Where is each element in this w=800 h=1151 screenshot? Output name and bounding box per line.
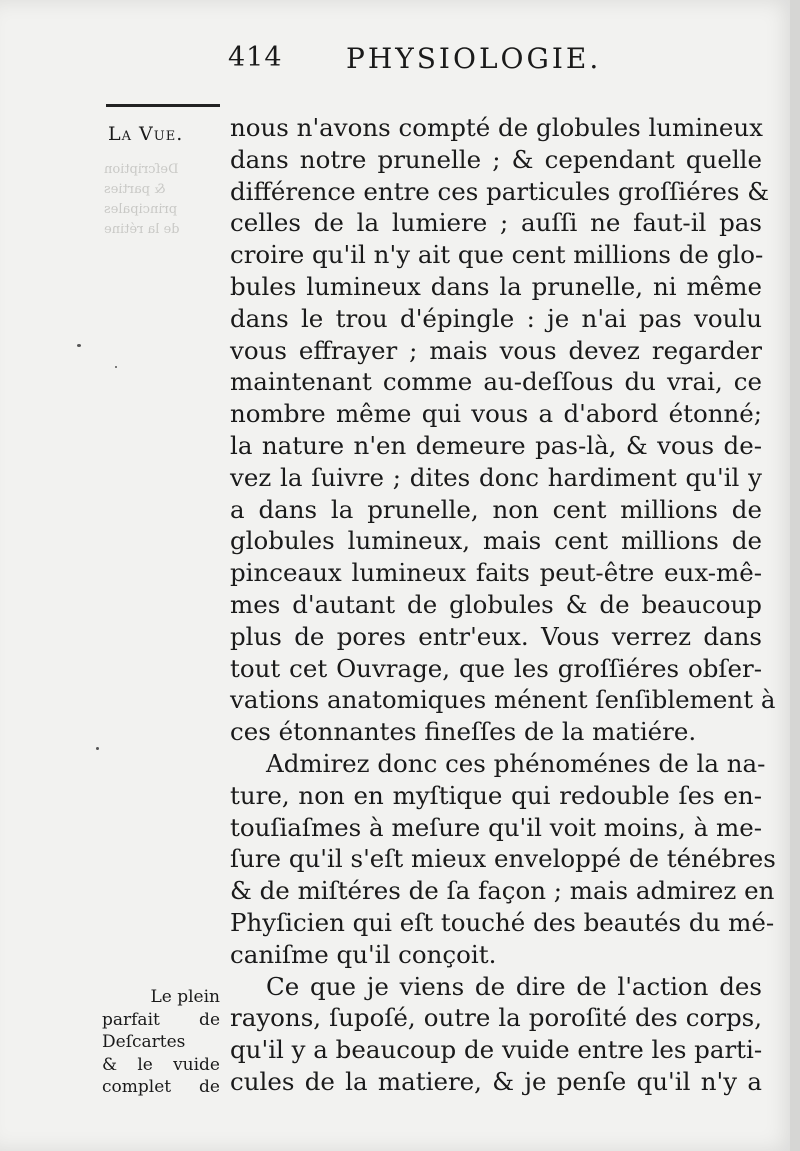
text-line: mes d'autant de globules & de beaucoup xyxy=(230,589,762,619)
text-line: nombre même qui vous a d'abord étonné; xyxy=(230,399,762,429)
bleed-through-texture: Deſcription & parties principales de la rétine xyxy=(104,162,180,237)
paragraph-start-line: Admirez donc ces phénoménes de la na- xyxy=(266,748,766,778)
text-line: la nature n'en demeure pas-là, & vous de- xyxy=(230,430,762,460)
margin-rule xyxy=(106,104,220,107)
text-line: cules de la matiere, & je penſe qu'il n'y a xyxy=(230,1066,762,1096)
paragraph-end-line: caniſme qu'il conçoit. xyxy=(230,939,497,969)
ink-speck xyxy=(115,366,117,368)
text-line: celles de la lumiere ; auſſi ne faut-il pas xyxy=(230,208,762,238)
sidenote-line: & le vuide xyxy=(102,1054,220,1075)
running-head: PHYSIOLOGIE. xyxy=(346,42,602,75)
sidenote-line: Deſcartes xyxy=(102,1032,186,1052)
binding-shadow xyxy=(790,0,800,1151)
text-line: plus de pores entr'eux. Vous verrez dans xyxy=(230,621,762,651)
text-line: & de miſtéres de ſa façon ; mais admirez en xyxy=(230,876,775,906)
text-line: vations anatomiques ménent ſenſiblement à xyxy=(230,685,776,715)
ink-speck xyxy=(77,344,81,347)
text-line: touſiaſmes à meſure qu'il voit moins, à me- xyxy=(230,812,762,842)
text-line: a dans la prunelle, non cent millions de xyxy=(230,494,762,524)
page-number: 414 xyxy=(228,42,283,73)
text-line: vez la ſuivre ; dites donc hardiment qu'il y xyxy=(230,462,762,492)
paragraph-end-line: ces étonnantes fineſſes de la matiére. xyxy=(230,717,697,747)
text-line: tout cet Ouvrage, que les groſſiéres obſer- xyxy=(230,653,762,683)
text-line: qu'il y a beaucoup de vuide entre les parti- xyxy=(230,1035,763,1065)
text-line: ture, non en myſtique qui redouble ſes en- xyxy=(230,780,762,810)
text-line: ſure qu'il s'eſt mieux enveloppé de ténébres xyxy=(230,844,776,874)
sidenote-line: complet de xyxy=(102,1077,220,1097)
text-line: rayons, ſupoſé, outre la poroſité des corps, xyxy=(230,1003,762,1033)
text-line: vous effrayer ; mais vous devez regarder xyxy=(230,335,762,365)
paragraph-start-line: Ce que je viens de dire de l'action des xyxy=(266,971,762,1001)
body-text xyxy=(230,112,776,1098)
text-line: croire qu'il n'y ait que cent millions de glo- xyxy=(230,240,764,270)
ink-speck xyxy=(96,747,99,750)
text-line: maintenant comme au-deſſous du vrai, ce xyxy=(230,367,762,397)
text-line: Phyſicien qui eſt touché des beautés du mé- xyxy=(230,907,775,937)
text-line: différence entre ces particules groſſiéres & xyxy=(230,176,769,206)
text-line: dans le trou d'épingle : je n'ai pas voulu xyxy=(230,303,762,333)
sidenote-bottom xyxy=(102,986,220,1099)
text-line: bules lumineux dans la prunelle, ni même xyxy=(230,271,762,301)
text-line: pinceaux lumineux faits peut-être eux-mê- xyxy=(230,558,762,588)
sidenote-top: La Vue. xyxy=(108,123,184,145)
text-line: dans notre prunelle ; & cependant quelle xyxy=(230,144,762,174)
sidenote-line: Le plein xyxy=(150,987,220,1007)
text-line: nous n'avons compté de globules lumineux xyxy=(230,113,763,142)
text-line: globules lumineux, mais cent millions de xyxy=(230,526,762,556)
sidenote-line: parfait de xyxy=(102,1009,220,1030)
